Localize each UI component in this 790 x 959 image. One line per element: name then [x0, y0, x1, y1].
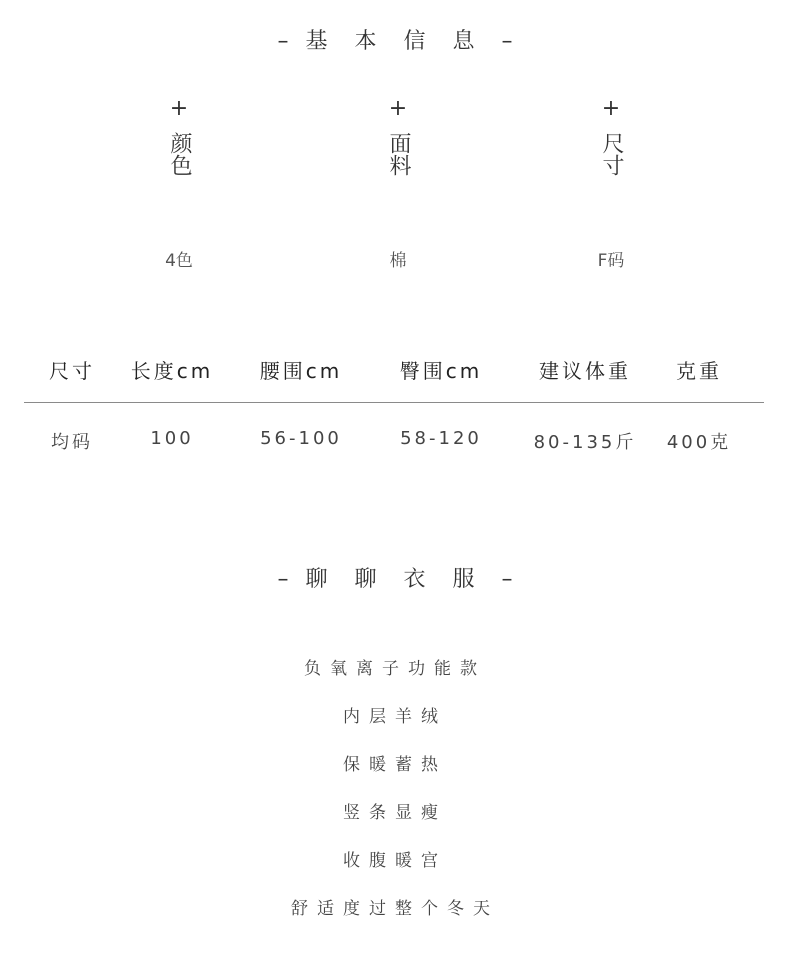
title-dash-left: –	[277, 29, 289, 54]
header-weight: 建议体重	[539, 359, 631, 383]
info-item-color	[139, 98, 219, 278]
plus-icon: +	[388, 96, 408, 121]
plus-icon: +	[601, 96, 621, 121]
table-divider	[24, 402, 764, 403]
title-dash-right: –	[501, 29, 513, 54]
feature-item: 收腹暖宫	[343, 851, 447, 871]
info-item-fabric	[358, 98, 438, 278]
feature-item: 竖条显瘦	[343, 803, 447, 823]
cell-length: 100	[150, 428, 194, 449]
header-length: 长度cm	[130, 359, 214, 383]
info-item-size	[571, 98, 651, 278]
cell-gram: 400克	[666, 432, 732, 453]
feature-item: 保暖蓄热	[343, 755, 447, 775]
info-value-fabric: 棉	[389, 251, 407, 271]
header-hip: 臀围cm	[399, 359, 483, 383]
feature-item: 内层羊绒	[343, 707, 447, 727]
basic-info-title-text: 基 本 信 息	[305, 29, 485, 54]
info-label-color: 颜色	[167, 132, 192, 176]
talk-title	[0, 562, 790, 593]
size-table-header	[24, 355, 764, 395]
info-label-size: 尺寸	[599, 132, 624, 176]
cell-weight: 80-135斤	[533, 432, 637, 453]
info-value-color: 4色	[165, 251, 193, 271]
plus-icon: +	[169, 96, 189, 121]
talk-title-text: 聊 聊 衣 服	[305, 567, 485, 592]
cell-hip: 58-120	[400, 428, 482, 449]
info-label-fabric: 面料	[386, 132, 411, 176]
title-dash-right: –	[501, 567, 513, 592]
header-waist: 腰围cm	[259, 359, 343, 383]
cell-size: 均码	[51, 432, 93, 453]
info-value-size: F码	[597, 251, 625, 271]
basic-info-title	[0, 24, 790, 55]
header-size: 尺寸	[49, 359, 95, 383]
feature-item: 负氧离子功能款	[304, 659, 486, 679]
header-gram: 克重	[676, 359, 722, 383]
feature-item: 舒适度过整个冬天	[291, 899, 499, 919]
table-row	[24, 428, 764, 468]
title-dash-left: –	[277, 567, 289, 592]
cell-waist: 56-100	[260, 428, 342, 449]
